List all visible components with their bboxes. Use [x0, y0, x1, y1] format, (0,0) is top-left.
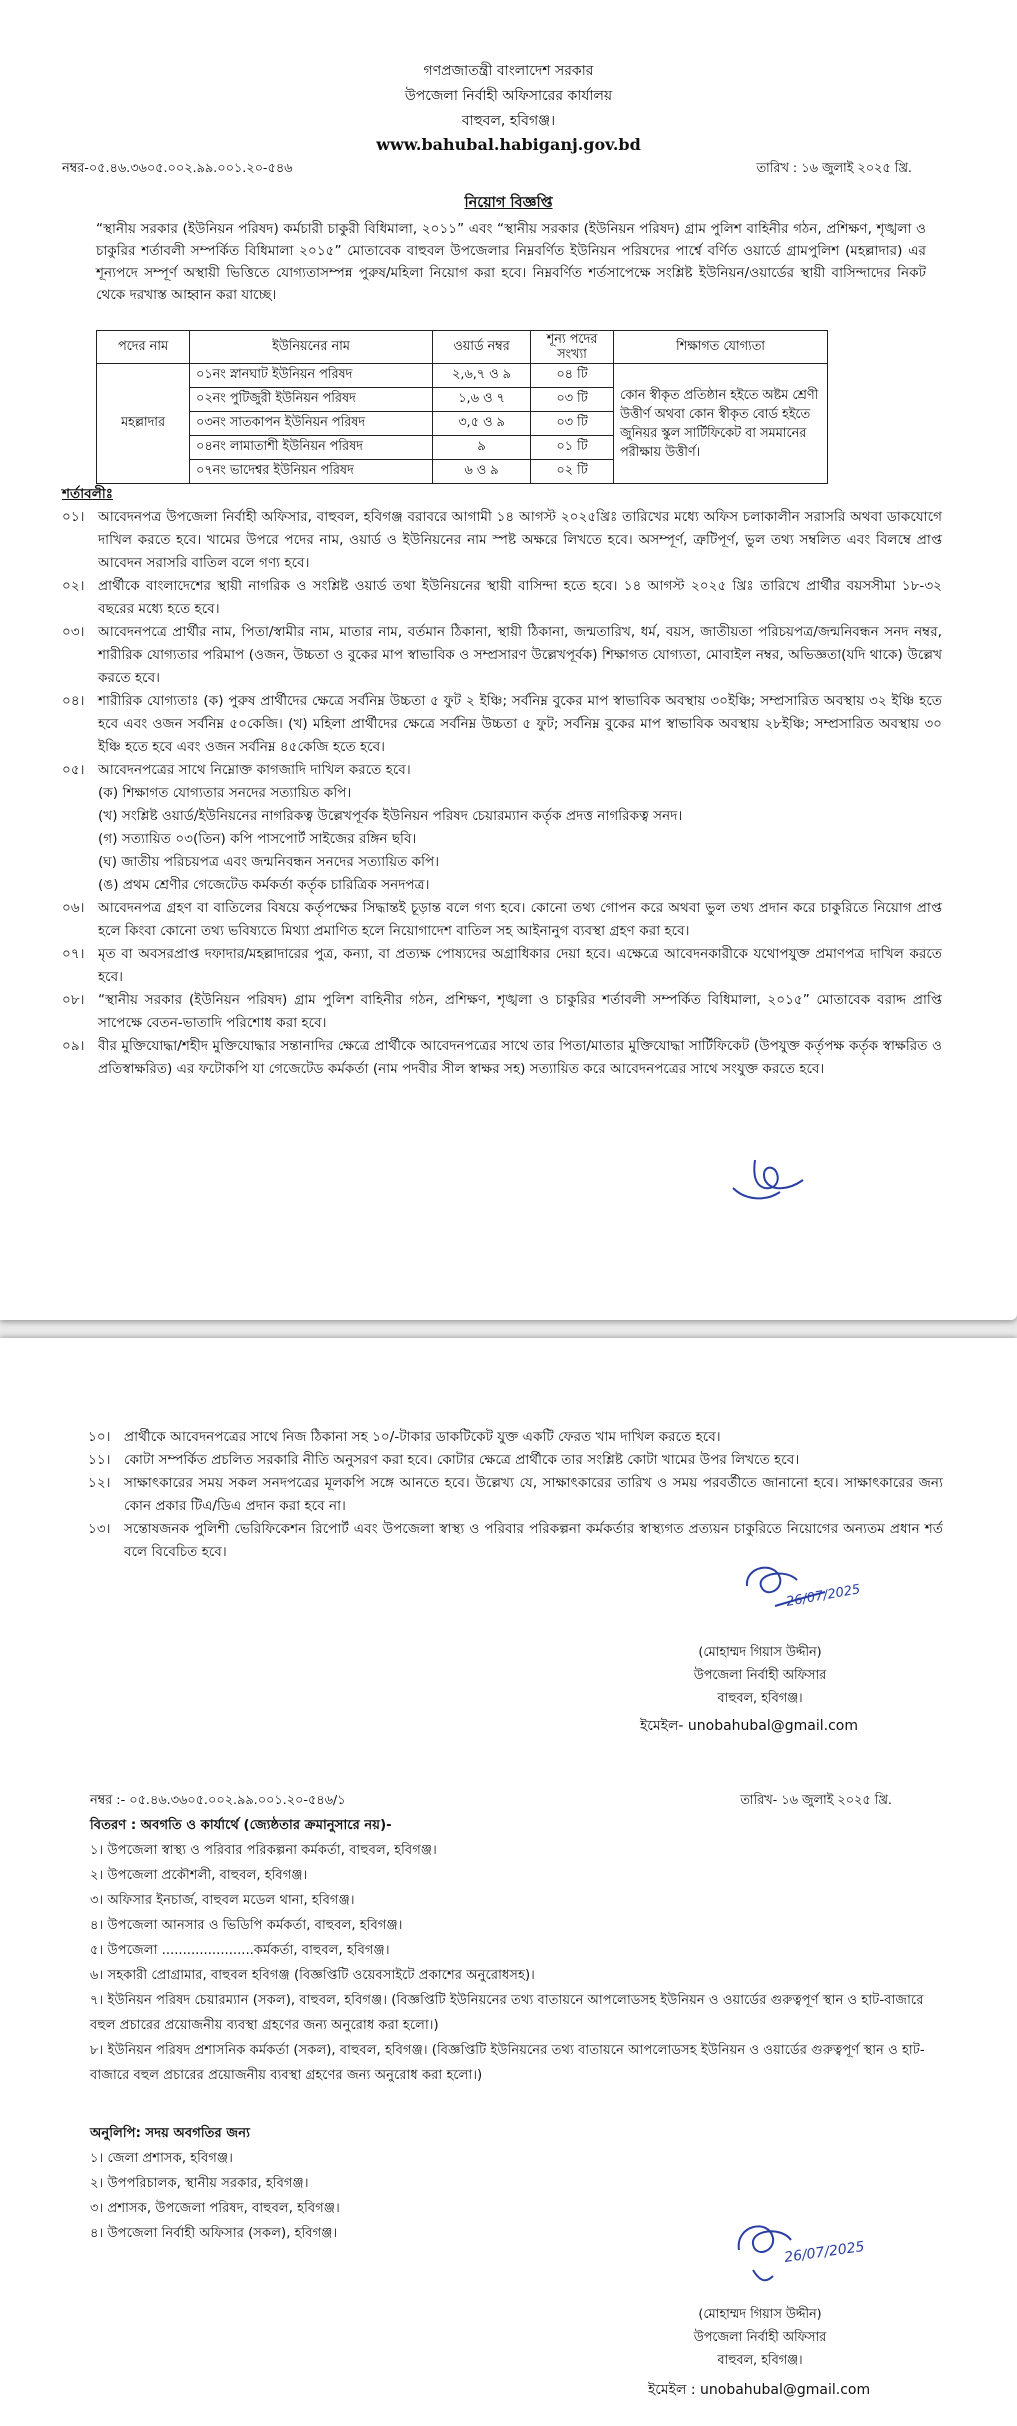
column-header: শিক্ষাগত যোগ্যতা [614, 331, 828, 364]
vacancy-cell: ০৩ টি [531, 388, 614, 412]
list-item: ৩। প্রশাসক, উপজেলা পরিষদ, বাহুবল, হবিগঞ্জ। [90, 2201, 340, 2216]
memo-date: তারিখ : ১৬ জুলাই ২০২৫ খ্রি. [756, 161, 912, 176]
document-item: (খ) সংশ্লিষ্ট ওয়ার্ড/ইউনিয়নের নাগরিকত্ব উল্লেখপূর্বক ইউনিয়ন পরিষদ চেয়ারম্যান কর্তৃক প্রদত্ত নাগরিকত্ব সনদ। [98, 808, 683, 824]
officer-email: ইমেইল : unobahubal@gmail.com [648, 2382, 871, 2398]
condition-number: ০৫। [62, 762, 85, 778]
table-row [97, 364, 828, 388]
condition-text: প্রার্থীকে আবেদনপত্রের সাথে নিজ ঠিকানা সহ ১০/-টাকার ডাকটিকেট যুক্ত একটি ফেরত খাম দাখিল করতে হবে। [124, 1429, 721, 1445]
condition-number: ১৩। [88, 1521, 111, 1537]
condition-item [62, 575, 942, 621]
condition-item [88, 1449, 943, 1472]
union-cell: ০৩নং সাতকাপন ইউনিয়ন পরিষদ [190, 412, 433, 436]
condition-item [88, 1426, 943, 1449]
condition-number: ১০। [88, 1429, 111, 1445]
condition-text: “স্থানীয় সরকার (ইউনিয়ন পরিষদ) গ্রাম পুলিশ বাহিনীর গঠন, প্রশিক্ষণ, শৃঙ্খলা ও চাকুরির শর্তাবলী সম্পর্কিত বিধিমালা, ২০১৫” মোতাবেক বরাদ্দ প্রাপ্তি সাপেক্ষে বেতন-ভাতাদি পরিশোধ করা হবে। [98, 992, 942, 1031]
condition-number: ০৬। [62, 900, 85, 916]
condition-text: সাক্ষাৎকারের সময় সকল সনদপত্রের মূলকপি সঙ্গে আনতে হবে। উল্লেখ্য যে, সাক্ষাৎকারের তারিখ ও সময় পরবর্তীতে জানানো হবে। সাক্ষাৎকারের জন্য কোন প্রকার টিএ/ডিএ প্রদান করা হবে না। [124, 1475, 943, 1514]
condition-number: ০৪। [62, 693, 85, 709]
signature-date: 26/07/2025 [783, 2238, 866, 2266]
post-name-cell: মহল্লাদার [97, 364, 190, 484]
column-header: ইউনিয়নের নাম [190, 331, 433, 364]
condition-item [88, 1472, 943, 1518]
ward-cell: ৬ ও ৯ [433, 460, 531, 484]
document-item: (ক) শিক্ষাগত যোগ্যতার সনদের সত্যায়িত কপি। [98, 785, 352, 801]
officer-signature [735, 1556, 895, 1636]
list-item: ১। উপজেলা স্বাস্থ্য ও পরিবার পরিকল্পনা কর্মকর্তা, বাহুবল, হবিগঞ্জ। [90, 1843, 437, 1858]
column-header: পদের নাম [97, 331, 190, 364]
condition-number: ০৩। [62, 624, 85, 640]
condition-number: ০৮। [62, 992, 85, 1008]
column-header: শূন্য পদের সংখ্যা [531, 331, 614, 364]
condition-number: ০২। [62, 578, 85, 594]
officer-designation: উপজেলা নির্বাহী অফিসার [693, 2330, 827, 2345]
condition-item [62, 759, 942, 782]
condition-text: মৃত বা অবসরপ্রাপ্ত দফাদার/মহল্লাদারের পুত্র, কন্যা, বা প্রত্যক্ষ পোষ্যদের অগ্রাধিকার দেয়া হবে। এক্ষেত্রে আবেদনকারীকে যথোপযুক্ত প্রমাণপত্র দাখিল করতে হবে। [98, 946, 942, 985]
list-item: ৪। উপজেলা আনসার ও ভিডিপি কর্মকর্তা, বাহুবল, হবিগঞ্জ। [90, 1918, 403, 1933]
qualification-cell: কোন স্বীকৃত প্রতিষ্ঠান হইতে অষ্টম শ্রেণী উত্তীর্ণ অথবা কোন স্বীকৃত বোর্ড হইতে জুনিয়র স্কুল সার্টিফিকেট বা সমমানের পরীক্ষায় উত্তীর্ণ। [614, 364, 828, 484]
condition-item [62, 989, 942, 1035]
document-item: (ঙ) প্রথম শ্রেণীর গেজেটেড কর্মকর্তা কর্তৃক চারিত্রিক সনদপত্র। [98, 877, 430, 893]
table-header-row [97, 331, 828, 364]
list-item: ৬। সহকারী প্রোগ্রামার, বাহুবল হবিগঞ্জ (বিজ্ঞপ্তিটি ওয়েবসাইটে প্রকাশের অনুরোধসহ)। [90, 1968, 535, 1983]
condition-item [62, 897, 942, 943]
condition-text: আবেদনপত্র গ্রহণ বা বাতিলের বিষয়ে কর্তৃপক্ষের সিদ্ধান্তই চূড়ান্ত বলে গণ্য হবে। কোনো তথ্য গোপন করে অথবা ভুল তথ্য প্রদান করে চাকুরিতে নিয়োগ প্রাপ্ত হলে কিংবা কোনো তথ্য ভবিষ্যতে মিথ্যা প্রমাণিত হলে নিয়োগাদেশ বাতিল সহ আইনানুগ ব্যবস্থা গ্রহণ করা হবে। [98, 900, 942, 939]
ward-cell: ২,৬,৭ ও ৯ [433, 364, 531, 388]
officer-place: বাহুবল, হবিগঞ্জ। [717, 1691, 803, 1706]
condition-item [62, 943, 942, 989]
condition-text: প্রার্থীকে বাংলাদেশের স্থায়ী নাগরিক ও সংশ্লিষ্ট ওয়ার্ড তথা ইউনিয়নের স্থায়ী বাসিন্দা হতে হবে। ১৪ আগস্ট ২০২৫ খ্রিঃ তারিখে প্রার্থীর বয়সসীমা ১৮-৩২ বছরের মধ্যে হতে হবে। [98, 578, 942, 617]
condition-number: ০৯। [62, 1038, 85, 1054]
distribution-title: বিতরণ : অবগতি ও কার্যার্থে (জ্যেষ্ঠতার ক্রমানুসারে নয়)- [90, 1818, 392, 1833]
union-cell: ০৪নং লামাতাশী ইউনিয়ন পরিষদ [190, 436, 433, 460]
list-item: ২। উপপরিচালক, স্থানীয় সরকার, হবিগঞ্জ। [90, 2176, 309, 2191]
header-office: উপজেলা নির্বাহী অফিসারের কার্যালয় [404, 88, 613, 104]
condition-text: সন্তোষজনক পুলিশী ভেরিফিকেশন রিপোর্ট এবং উপজেলা স্বাস্থ্য ও পরিবার পরিকল্পনা কর্মকর্তার স্বাস্থ্যগত প্রত্যয়ন চাকুরিতে নিয়োগের অন্যতম প্রধান শর্ত বলে বিবেচিত হবে। [124, 1521, 943, 1560]
notice-title: নিয়োগ বিজ্ঞপ্তি [464, 195, 553, 211]
vacancy-cell: ০৪ টি [531, 364, 614, 388]
intro-paragraph: “স্থানীয় সরকার (ইউনিয়ন পরিষদ) কর্মচারী চাকুরী বিধিমালা, ২০১১” এবং “স্থানীয় সরকার (ইউনিয়ন পরিষদ) গ্রাম পুলিশ বাহিনীর গঠন, প্রশিক্ষণ, শৃঙ্খলা ও চাকুরির শর্তাবলী সম্পর্কিত বিধিমালা ২০১৫” মোতাবেক বাহুবল উপজেলার নিম্নবর্ণিত ইউনিয়ন পরিষদের পার্শ্বে বর্ণিত ওয়ার্ডে গ্রামপুলিশ (মহল্লাদার) এর শূন্যপদে সম্পূর্ণ অস্থায়ী ভিত্তিতে যোগ্যতাসম্পন্ন পুরুষ/মহিলা নিয়োগ করা হবে। নিম্নবর্ণিত শর্তসাপেক্ষে সংশ্লিষ্ট ইউনিয়ন/ওয়ার্ডের স্থায়ী বাসিন্দাদের নিকট থেকে দরখাস্ত আহ্বান করা যাচ্ছে। [96, 221, 926, 303]
condition-item [62, 690, 942, 759]
condition-text: আবেদনপত্র উপজেলা নির্বাহী অফিসার, বাহুবল, হবিগঞ্জ বরাবরে আগামী ১৪ আগস্ট ২০২৫খ্রিঃ তারিখের মধ্যে অফিস চলাকালীন সরাসরি অথবা ডাকযোগে দাখিল করতে হবে। খামের উপরে পদের নাম, ওয়ার্ড ও ইউনিয়নের নাম স্পষ্ট অক্ষরে লিখতে হবে। অসম্পূর্ণ, ত্রুটিপূর্ণ, ভুল তথ্য সম্বলিত এবং বিলম্বে প্রাপ্ত আবেদন সরাসরি বাতিল বলে গণ্য হবে। [98, 509, 942, 571]
officer-signature [725, 2210, 895, 2295]
union-cell: ০১নং স্নানঘাট ইউনিয়ন পরিষদ [190, 364, 433, 388]
document-list [62, 782, 942, 897]
conditions-title: শর্তাবলীঃ [62, 486, 114, 502]
conditions-section [62, 483, 942, 1081]
vacancy-cell: ০২ টি [531, 460, 614, 484]
condition-number: ০১। [62, 509, 85, 525]
officer-email: ইমেইল- unobahubal@gmail.com [640, 1718, 859, 1734]
header-website: www.bahubal.habiganj.gov.bd [376, 135, 641, 154]
list-item: ৭। ইউনিয়ন পরিষদ চেয়ারম্যান (সকল), বাহুবল, হবিগঞ্জ। (বিজ্ঞপ্তিটি ইউনিয়নের তথ্য বাতায়নে আপলোডসহ ইউনিয়ন ও ওয়ার্ডের গুরুত্বপূর্ণ স্থান ও হাট-বাজারে বহুল প্রচারের প্রয়োজনীয় ব্যবস্থা গ্রহণের জন্য অনুরোধ করা হলো।) [90, 1993, 924, 2033]
vacancy-cell: ০৩ টি [531, 412, 614, 436]
condition-item [62, 506, 942, 575]
condition-text: শারীরিক যোগ্যতাঃ (ক) পুরুষ প্রার্থীদের ক্ষেত্রে সর্বনিম্ন উচ্চতা ৫ ফুট ২ ইঞ্চি; সর্বনিম্ন বুকের মাপ স্বাভাবিক অবস্থায় ৩০ইঞ্চি; সম্প্রসারিত অবস্থায় ৩২ ইঞ্চি হতে হবে এবং ওজন সর্বনিম্ন ৫০কেজি। (খ) মহিলা প্রার্থীদের ক্ষেত্রে সর্বনিম্ন উচ্চতা ৫ ফুট; সর্বনিম্ন বুকের মাপ স্বাভাবিক অবস্থায় ২৮ইঞ্চি; সম্প্রসারিত অবস্থায় ৩০ ইঞ্চি হতে হবে এবং ওজন সর্বনিম্ন ৪৫কেজি হতে হবে। [98, 693, 942, 755]
memo-number: নম্বর :- ০৫.৪৬.৩৬০৫.০০২.৯৯.০০১.২০-৫৪৬/১ [90, 1793, 346, 1808]
signature-date: 26/07/2025 [785, 1582, 862, 1610]
officer-name: (মোহাম্মদ গিয়াস উদ্দীন) [698, 1645, 822, 1660]
memo-number: নম্বর-০৫.৪৬.৩৬০৫.০০২.৯৯.০০১.২০-৫৪৬ [62, 161, 293, 176]
condition-number: ০৭। [62, 946, 85, 962]
condition-text: আবেদনপত্রে প্রার্থীর নাম, পিতা/স্বামীর নাম, মাতার নাম, বর্তমান ঠিকানা, স্থায়ী ঠিকানা, জন্মতারিখ, ধর্ম, বয়স, জাতীয়তা পরিচয়পত্র/জন্মনিবন্ধন সনদ নম্বর, শারীরিক যোগ্যতার পরিমাপ (ওজন, উচ্চতা ও বুকের মাপ স্বাভাবিক ও সম্প্রসারণ উল্লেখপূর্বক) শিক্ষাগত যোগ্যতা, মোবাইল নম্বর, অভিজ্ঞতা(যদি থাকে) উল্লেখ করতে হবে। [98, 624, 942, 686]
column-header: ওয়ার্ড নম্বর [433, 331, 531, 364]
condition-text: কোটা সম্পর্কিত প্রচলিত সরকারি নীতি অনুসরণ করা হবে। কোটার ক্ষেত্রে প্রার্থীকে তার সংশ্লিষ্ট কোটা খামের উপর লিখতে হবে। [124, 1452, 800, 1468]
union-cell: ০২নং পুটিজুরী ইউনিয়ন পরিষদ [190, 388, 433, 412]
memo-date: তারিখ- ১৬ জুলাই ২০২৫ খ্রি. [740, 1793, 892, 1808]
document-item: (গ) সত্যায়িত ০৩(তিন) কপি পাসপোর্ট সাইজের রঙ্গিন ছবি। [98, 831, 417, 847]
distribution-list [90, 1813, 940, 2088]
vacancy-table [96, 330, 828, 484]
condition-text: বীর মুক্তিযোদ্ধা/শহীদ মুক্তিযোদ্ধার সন্তানাদির ক্ষেত্রে প্রার্থীকে আবেদনপত্রের সাথে তার পিতা/মাতার মুক্তিযোদ্ধা সার্টিফিকেট (উপযুক্ত কর্তৃপক্ষ কর্তৃক স্বাক্ষরিত ও প্রতিস্বাক্ষরিত) এর ফটোকপি যা গেজেটেড কর্মকর্তা (নাম পদবীর সীল স্বাক্ষর সহ) সত্যায়িত করে আবেদনপত্রের সাথে সংযুক্ত করতে হবে। [98, 1038, 942, 1077]
ward-cell: ৩,৫ ও ৯ [433, 412, 531, 436]
ward-cell: ৯ [433, 436, 531, 460]
list-item: ৩। অফিসার ইনচার্জ, বাহুবল মডেল থানা, হবিগঞ্জ। [90, 1893, 355, 1908]
copy-list [90, 2121, 690, 2246]
list-item: ৮। ইউনিয়ন পরিষদ প্রশাসনিক কর্মকর্তা (সকল), বাহুবল, হবিগঞ্জ। (বিজ্ঞপ্তিটি ইউনিয়নের তথ্য বাতায়নে আপলোডসহ ইউনিয়ন ও ওয়ার্ডের গুরুত্বপূর্ণ স্থান ও হাট-বাজারে বহুল প্রচারের প্রয়োজনীয় ব্যবস্থা গ্রহণের জন্য অনুরোধ করা হলো।) [90, 2043, 925, 2083]
officer-name: (মোহাম্মদ গিয়াস উদ্দীন) [698, 2307, 822, 2322]
list-item: ২। উপজেলা প্রকৌশলী, বাহুবল, হবিগঞ্জ। [90, 1868, 308, 1883]
ward-cell: ১,৬ ও ৭ [433, 388, 531, 412]
condition-text: আবেদনপত্রের সাথে নিম্নোক্ত কাগজাদি দাখিল করতে হবে। [98, 762, 411, 778]
header-location: বাহুবল, হবিগঞ্জ। [461, 113, 556, 129]
copy-title: অনুলিপি: সদয় অবগতির জন্য [90, 2126, 250, 2141]
initial-signature [725, 1140, 815, 1210]
document-item: (ঘ) জাতীয় পরিচয়পত্র এবং জন্মনিবন্ধন সনদের সত্যায়িত কপি। [98, 854, 440, 870]
conditions-continued [88, 1426, 943, 1564]
list-item: ৫। উপজেলা ......................কর্মকর্তা, বাহুবল, হবিগঞ্জ। [90, 1943, 390, 1958]
document-page-2 [0, 1338, 1017, 2426]
condition-item [62, 1035, 942, 1081]
union-cell: ০৭নং ভাদেশ্বর ইউনিয়ন পরিষদ [190, 460, 433, 484]
condition-number: ১১। [88, 1452, 111, 1468]
header-govt: গণপ্রজাতন্ত্রী বাংলাদেশ সরকার [423, 63, 594, 79]
officer-place: বাহুবল, হবিগঞ্জ। [717, 2353, 803, 2368]
condition-item [62, 621, 942, 690]
condition-number: ১২। [88, 1475, 111, 1491]
vacancy-cell: ০১ টি [531, 436, 614, 460]
list-item: ৪। উপজেলা নির্বাহী অফিসার (সকল), হবিগঞ্জ। [90, 2226, 338, 2241]
officer-designation: উপজেলা নির্বাহী অফিসার [693, 1668, 827, 1683]
list-item: ১। জেলা প্রশাসক, হবিগঞ্জ। [90, 2151, 233, 2166]
